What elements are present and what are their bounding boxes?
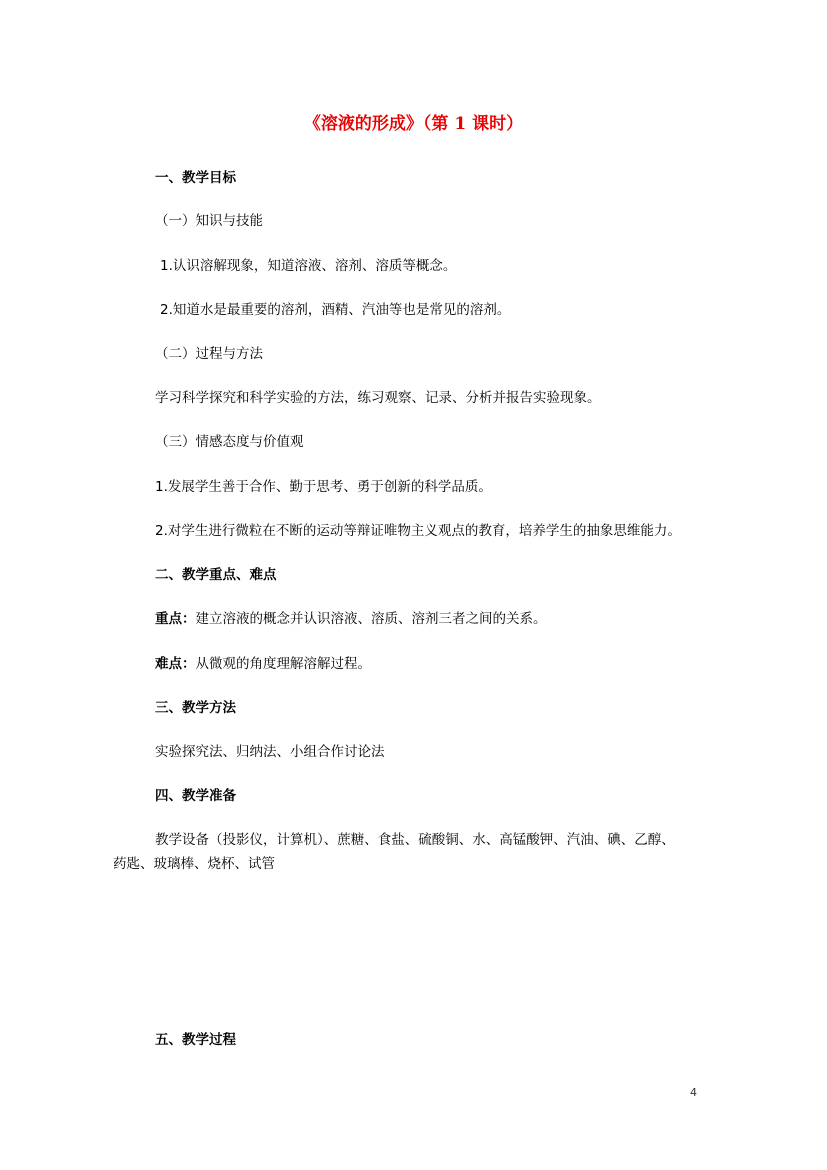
knowledge-item-1: 1.认识溶解现象，知道溶液、溶剂、溶质等概念。 — [160, 258, 457, 274]
section-heading-key-points: 二、教学重点、难点 — [155, 567, 277, 583]
key-point-label: 重点： — [155, 611, 196, 627]
document-title: 《溶液的形成》（第 1 课时） — [303, 114, 524, 134]
section-heading-preparation: 四、教学准备 — [155, 788, 236, 804]
key-point-line — [155, 610, 547, 628]
difficult-point-line — [155, 655, 371, 673]
page-number: 4 — [690, 1086, 697, 1099]
difficult-point-label: 难点： — [155, 656, 196, 672]
knowledge-item-2: 2.知道水是最重要的溶剂，酒精、汽油等也是常见的溶剂。 — [160, 302, 511, 318]
process-method-text: 学习科学探究和科学实验的方法，练习观察、记录、分析并报告实验现象。 — [155, 390, 601, 406]
subheading-knowledge-skills: （一）知识与技能 — [155, 213, 263, 229]
preparation-text-line-1: 教学设备（投影仪，计算机）、蔗糖、食盐、硫酸铜、水、高锰酸钾、汽油、碘、乙醇、 — [155, 832, 675, 848]
section-heading-process: 五、教学过程 — [155, 1032, 236, 1048]
section-heading-objectives: 一、教学目标 — [155, 170, 236, 186]
subheading-attitude-values: （三）情感态度与价值观 — [155, 434, 304, 450]
difficult-point-text: 从微观的角度理解溶解过程。 — [195, 656, 371, 672]
section-heading-methods: 三、教学方法 — [155, 700, 236, 716]
preparation-text-line-2: 药匙、玻璃棒、烧杯、试管 — [113, 856, 275, 872]
attitude-item-1: 1.发展学生善于合作、勤于思考、勇于创新的科学品质。 — [155, 479, 492, 495]
methods-text: 实验探究法、归纳法、小组合作讨论法 — [155, 744, 385, 760]
key-point-text: 建立溶液的概念并认识溶液、溶质、溶剂三者之间的关系。 — [195, 611, 547, 627]
attitude-item-2: 2.对学生进行微粒在不断的运动等辩证唯物主义观点的教育，培养学生的抽象思维能力。 — [155, 523, 681, 539]
subheading-process-method: （二）过程与方法 — [155, 346, 263, 362]
